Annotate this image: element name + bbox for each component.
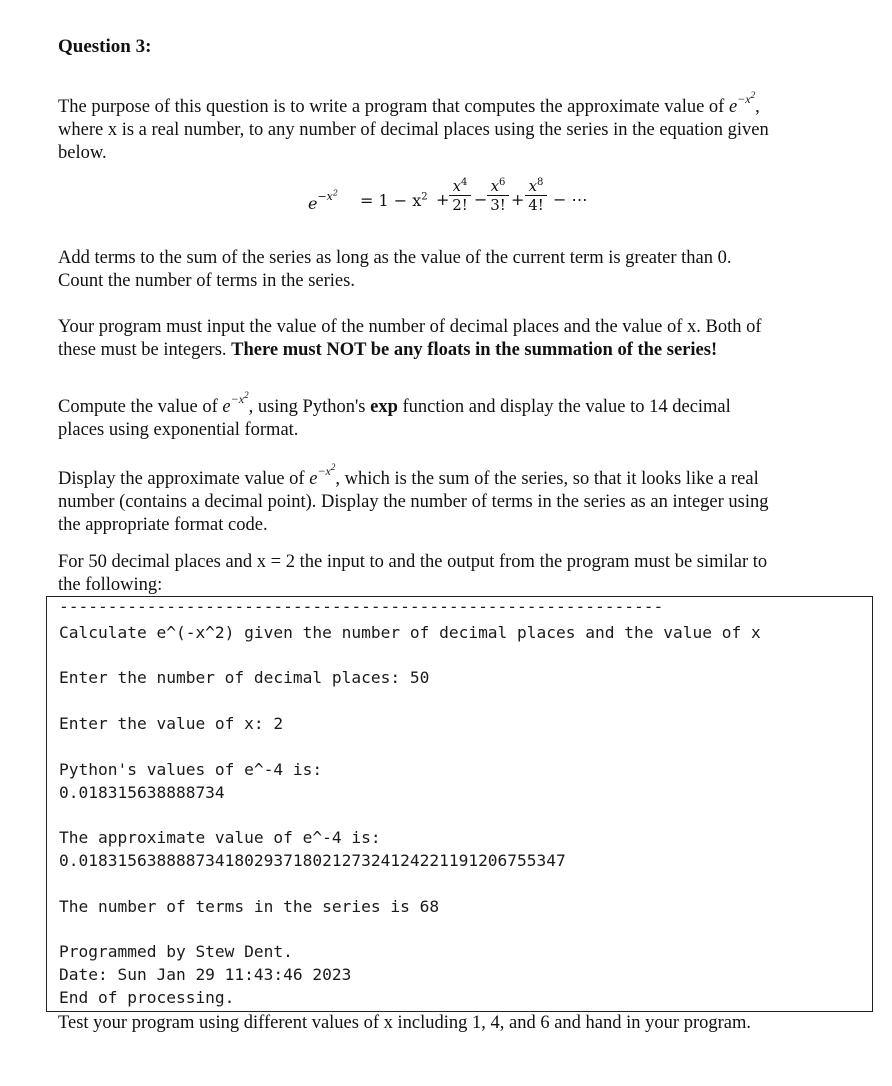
console-separator: -------------------------------------------------------------- (59, 597, 664, 616)
console-approx-label: The approximate value of e^-4 is: (59, 828, 381, 847)
footer-instruction: Test your program using different values of x including 1, 4, and 6 and hand in your program. (58, 1013, 751, 1033)
compute-paragraph: Compute the value of $e^{-x^2}$, using Python's exp function and display the value to 14 decimal places using exponential format. (58, 390, 731, 441)
display-paragraph: Display the approximate value of $e^{-x^2}$, which is the sum of the series, so that it looks like a real number (contains a decimal point). Display the number of terms in the series as an integer using the appropriate format code. (58, 462, 769, 536)
console-output-box (46, 596, 873, 1012)
console-terms-line: The number of terms in the series is 68 (59, 897, 440, 916)
console-approx-value: 0.01831563888873418029371802127324124221191206755347 (59, 851, 566, 870)
math-e: e (728, 97, 738, 118)
intro-line-2: where x is a real number, to any number of decimal places using the series in the equation given (58, 120, 769, 141)
input-paragraph: Your program must input the value of the number of decimal places and the value of x. Both of these must be integers. There must NOT be any floats in the summation of the series! (58, 317, 762, 360)
example-paragraph: For 50 decimal places and x = 2 the input to and the output from the program must be similar to the following: (58, 552, 768, 595)
console-end-line: End of processing. (59, 988, 235, 1007)
equation-tail: − ⋯ (553, 190, 588, 209)
intro-paragraph (58, 86, 858, 165)
console-date-line: Date: Sun Jan 29 11:43:46 2023 (59, 965, 352, 984)
equation-minus-1: − (474, 190, 488, 209)
console-prompt-x: Enter the value of x: 2 (59, 714, 284, 733)
equation-term-x8: $x^8$ 4! (524, 174, 548, 215)
equation-plus-2: + (511, 190, 525, 209)
series-equation (308, 170, 628, 230)
equation-middle: = $1 - x^2$ (360, 191, 428, 210)
exp-function-name: exp (370, 397, 398, 418)
equation-term-x4: $x^4$ 2! (448, 174, 472, 215)
equation-plus-1: + (436, 190, 450, 209)
question-heading: Question 3: (58, 36, 152, 57)
add-terms-paragraph: Add terms to the sum of the series as long as the value of the current term is greater than 0. Count the number of terms in the series. (58, 248, 732, 291)
intro-line-1: The purpose of this question is to write a program that computes the approximate value of $e^{-x^2}$, (58, 90, 760, 118)
console-programmed-by: Programmed by Stew Dent. (59, 942, 293, 961)
console-prompt-places: Enter the number of decimal places: 50 (59, 668, 430, 687)
console-title: Calculate e^(-x^2) given the number of decimal places and the value of x (59, 623, 761, 642)
equation-term-x6: $x^6$ 3! (486, 174, 510, 215)
equation-lhs: $e^{-x^2}$ (308, 188, 338, 213)
no-floats-warning: There must NOT be any floats in the summation of the series! (231, 340, 718, 360)
console-python-label: Python's values of e^-4 is: (59, 760, 323, 779)
console-python-value: 0.018315638888734 (59, 783, 225, 802)
math-exponent: −x2 (737, 90, 756, 106)
intro-line-3: below. (58, 143, 107, 164)
